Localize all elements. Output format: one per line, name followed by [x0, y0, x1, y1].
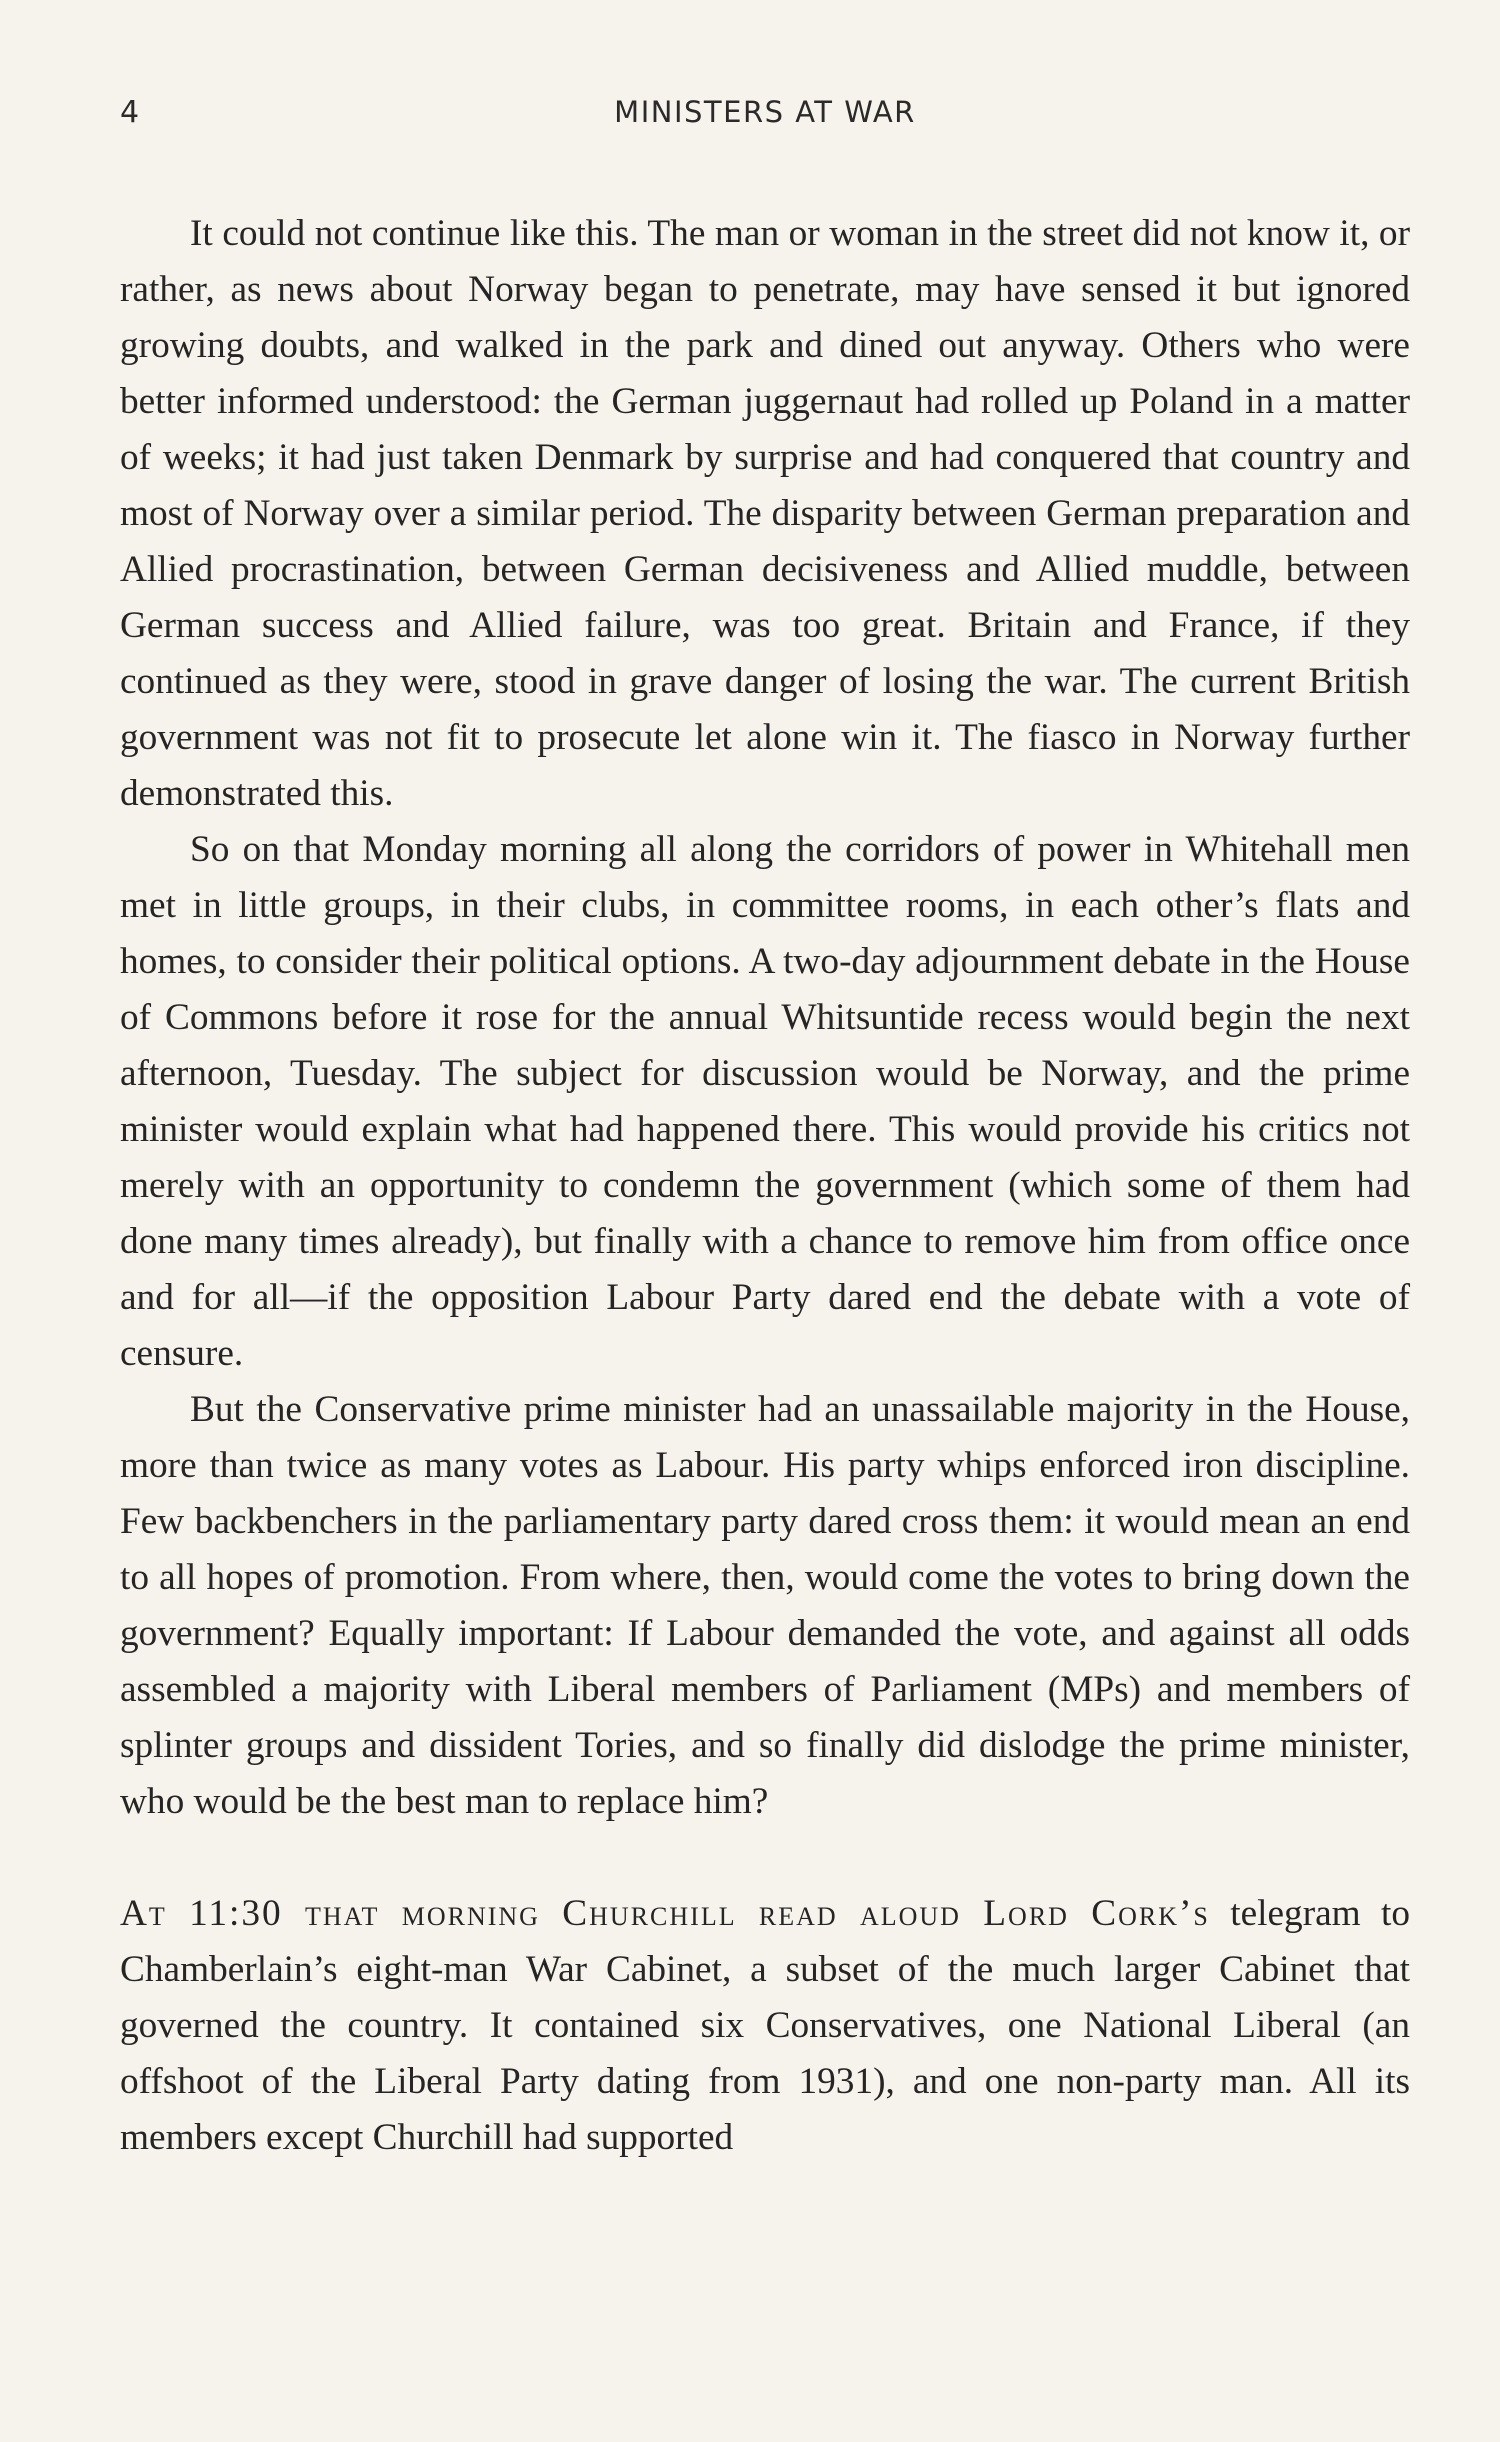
- section-break: [120, 1830, 1410, 1886]
- page-number: 4: [120, 95, 141, 130]
- paragraph: It could not continue like this. The man or woman in the street did not know it, or rather, as news about Norway began to penetrate, may have sensed it but ignored growing doubts, and walked in the park and dined out anyway. Others who were better informed understood: the German juggernaut had rolled up Poland in a matter of weeks; it had just taken Denmark by surprise and had conquered that country and most of Norway over a similar period. The disparity between German preparation and Allied procrastination, between German decisiveness and Allied muddle, between German success and Allied failure, was too great. Britain and France, if they continued as they were, stood in grave danger of losing the war. The current British government was not fit to prosecute let alone win it. The fiasco in Norway further demonstrated this.: [120, 213, 1410, 814]
- body-text: [120, 206, 1410, 2166]
- page-header: [120, 95, 1410, 135]
- paragraph: But the Conservative prime minister had an unassailable majority in the House, more than twice as many votes as Labour. His party whips enforced iron discipline. Few backbenchers in the parliamentary party dared cross them: it would mean an end to all hopes of promotion. From where, then, would come the votes to bring down the government? Equally important: If Labour demanded the vote, and against all odds assembled a majority with Liberal members of Parliament (MPs) and members of splinter groups and dissident Tories, and so finally did dislodge the prime minister, who would be the best man to replace him?: [120, 1389, 1410, 1822]
- paragraph: So on that Monday morning all along the corridors of power in Whitehall men met in little groups, in their clubs, in committee rooms, in each other’s flats and homes, to consider their political options. A two-day adjournment debate in the House of Commons before it rose for the annual Whitsuntide recess would begin the next afternoon, Tuesday. The subject for discussion would be Norway, and the prime minister would explain what had happened there. This would provide his critics not merely with an opportunity to condemn the government (which some of them had done many times already), but finally with a chance to remove him from office once and for all—if the opposition Labour Party dared end the debate with a vote of censure.: [120, 829, 1410, 1374]
- section-paragraph: [120, 1886, 1410, 2166]
- running-head: MINISTERS AT WAR: [614, 95, 916, 129]
- section-lead-in: At 11:30 that morning Churchill read aloud Lord Cork’s: [120, 1893, 1210, 1934]
- section-text: telegram to Chamberlain’s eight-man War Cabinet, a subset of the much larger Cabinet that governed the country. It contained six Conservatives, one National Liberal (an offshoot of the Liberal Party dating from 1931), and one non-party man. All its members except Churchill had supported: [120, 1893, 1410, 2158]
